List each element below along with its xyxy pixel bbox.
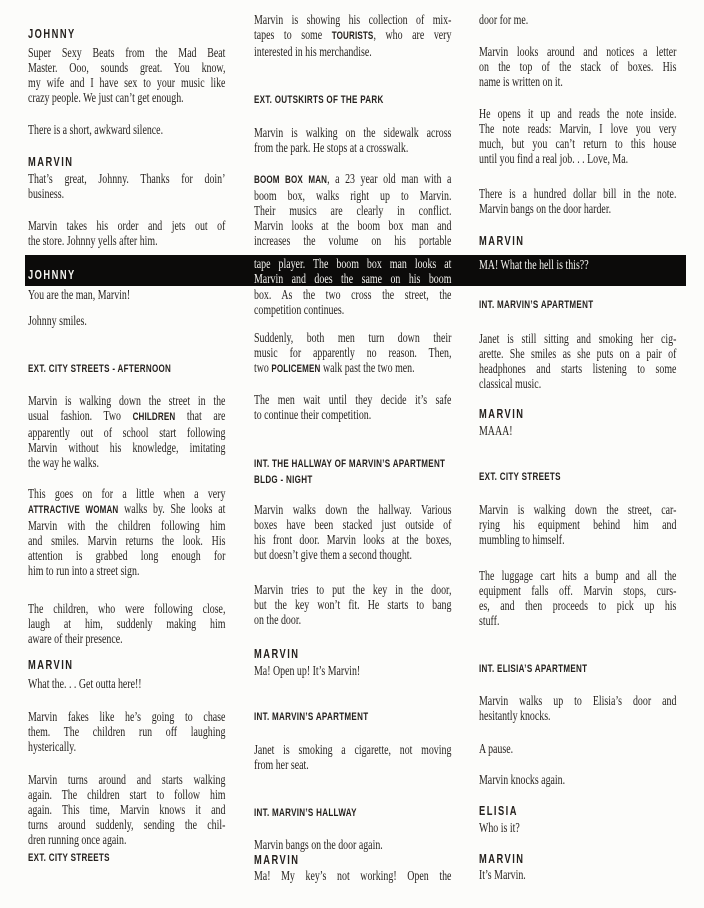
text-line: from the park. He stops at a crosswalk. — [254, 140, 409, 155]
character-name — [28, 155, 225, 170]
character-name — [28, 268, 225, 283]
text-line: INT. MARVIN’S APARTMENT — [254, 711, 369, 723]
scene-heading — [28, 362, 225, 378]
scene-heading — [479, 298, 676, 314]
text-line: his front door. Marvin looks at the boxes, — [254, 532, 452, 547]
character-name — [479, 852, 676, 867]
text-line: on the door. — [254, 612, 302, 627]
text-line: arette. She smiles as she puts on a pair of — [479, 346, 677, 361]
text-line: Janet is smoking a cigarette, not moving — [254, 742, 452, 757]
text-line: and smiles. Marvin returns the look. His — [28, 533, 226, 548]
text-line: the way he walks. — [28, 455, 99, 470]
text-line: Super Sexy Beats from the Mad Beat — [28, 45, 226, 60]
text-line: Marvin walks down the hallway. Various — [254, 502, 452, 517]
text-line: again. This time, Marvin knows it and — [28, 802, 226, 817]
text-line: my wife and I have sex to your music like — [28, 75, 226, 90]
text-line: INT. MARVIN’S APARTMENT — [479, 299, 594, 311]
scene-heading — [479, 662, 676, 678]
action-text — [479, 741, 676, 756]
text-line: There is a hundred dollar bill in the note. — [479, 186, 677, 201]
text-line: The luggage cart hits a bump and all the — [479, 568, 677, 583]
text-line: He opens it up and reads the note inside. — [479, 106, 677, 121]
action-text — [254, 12, 451, 59]
text-line: door for me. — [479, 12, 529, 27]
action-text — [254, 502, 451, 562]
text-line: EXT. CITY STREETS - AFTERNOON — [28, 363, 172, 375]
dialogue-text — [479, 820, 676, 835]
action-text — [254, 742, 451, 772]
action-text — [28, 122, 225, 137]
text-line: MAAA! — [479, 423, 513, 438]
action-text — [28, 772, 225, 847]
text-line: dren running once again. — [28, 832, 127, 847]
text-line: box. As the two cross the street, the — [254, 287, 452, 302]
scene-heading — [254, 93, 451, 109]
text-line: INT. ELISIA’S APARTMENT — [479, 663, 588, 675]
text-line: Ma! My key’s not working! Open the — [254, 868, 452, 883]
text-line: ATTRACTIVE WOMAN walks by. She looks at — [28, 501, 226, 516]
text-line: hysterically. — [28, 739, 77, 754]
action-text — [479, 44, 676, 89]
text-line: stuff. — [479, 613, 500, 628]
text-line: laugh at him, suddenly making him — [28, 616, 226, 631]
text-line: MARVIN — [28, 658, 74, 672]
text-line: mumbling to himself. — [479, 532, 565, 547]
text-line: What the. . . Get outta here!! — [28, 676, 142, 691]
text-line: Marvin tries to put the key in the door, — [254, 582, 452, 597]
character-name — [254, 647, 451, 662]
text-line: Marvin turns around and starts walking — [28, 772, 226, 787]
action-text — [254, 330, 451, 377]
text-line: EXT. OUTSKIRTS OF THE PARK — [254, 94, 384, 106]
action-text — [28, 313, 225, 328]
text-line: aware of their presence. — [28, 631, 123, 646]
dialogue-text — [479, 12, 676, 27]
action-text — [254, 171, 451, 248]
action-text — [479, 568, 676, 628]
text-line: attention is grabbed long enough for — [28, 548, 226, 563]
text-line: EXT. CITY STREETS — [28, 852, 110, 864]
text-line: INT. MARVIN’S HALLWAY — [254, 807, 357, 819]
text-line: until you find a real job. . . Love, Ma. — [479, 151, 629, 166]
action-text — [479, 106, 676, 166]
action-text — [479, 502, 676, 547]
text-line: Marvin looks at the boom box man and — [254, 218, 452, 233]
dialogue-text — [28, 45, 225, 105]
text-line: competition continues. — [254, 302, 345, 317]
scene-heading — [479, 470, 676, 486]
text-line: again. The children start to follow him — [28, 787, 226, 802]
text-line: but the key won’t fit. He starts to bang — [254, 597, 452, 612]
action-text — [28, 709, 225, 754]
text-line: Marvin walks up to Elisia’s door and — [479, 693, 677, 708]
dialogue-text — [28, 171, 225, 201]
text-line: INT. THE HALLWAY OF MARVIN’S APARTMENT — [254, 458, 446, 470]
text-line: usual fashion. Two CHILDREN that are — [28, 408, 226, 423]
text-line: turns around suddenly, sending the chil- — [28, 817, 226, 832]
character-intro-caps: TOURISTS — [331, 30, 374, 42]
text-line: apparently out of school start following — [28, 425, 226, 440]
action-text — [479, 186, 676, 216]
text-line: A pause. — [479, 741, 514, 756]
dialogue-text — [479, 423, 676, 438]
character-name — [479, 234, 676, 249]
text-line: MARVIN — [254, 853, 300, 867]
action-text — [28, 218, 225, 248]
scene-heading — [28, 851, 225, 867]
text-line: BLDG - NIGHT — [254, 473, 313, 486]
text-line: boom box, walks right up to Marvin. — [254, 188, 452, 203]
action-text — [254, 125, 451, 155]
character-name — [479, 407, 676, 422]
text-line: equipment falls off. Marvin stops, curs- — [479, 583, 677, 598]
text-line: much, but you can’t return to this house — [479, 136, 677, 151]
text-line: headphones and starts listening to some — [479, 361, 677, 376]
text-line: from her seat. — [254, 757, 309, 772]
text-line: Marvin is walking down the street in the — [28, 393, 226, 408]
action-text — [254, 287, 451, 317]
text-line: Their musics are clearly in conflict. — [254, 203, 452, 218]
text-line: interested in his merchandise. — [254, 44, 372, 59]
text-line: increases the volume on his portable — [254, 233, 452, 248]
text-line: Marvin takes his order and jets out of — [28, 218, 226, 233]
character-intro-caps: BOOM BOX MAN — [254, 174, 328, 186]
text-line: ELISIA — [479, 804, 518, 818]
text-line: but doesn’t give them a second thought. — [254, 547, 413, 562]
dialogue-text — [479, 867, 676, 882]
text-line: the store. Johnny yells after him. — [28, 233, 158, 248]
text-line: MA! What the hell is this?? — [479, 257, 589, 272]
text-line: Marvin knocks again. — [479, 772, 566, 787]
text-line: rying his equipment behind him and — [479, 517, 677, 532]
text-line: Suddenly, both men turn down their — [254, 330, 452, 345]
text-line: MARVIN — [479, 407, 525, 421]
character-name — [479, 804, 676, 819]
text-line: This goes on for a little when a very — [28, 486, 226, 501]
scene-heading — [254, 806, 451, 822]
text-line: Marvin and does the same on his boom — [254, 271, 452, 286]
text-line: business. — [28, 186, 65, 201]
character-name — [28, 658, 225, 673]
text-line: JOHNNY — [28, 27, 76, 41]
text-line: him to run into a street sign. — [28, 563, 140, 578]
action-text — [254, 582, 451, 627]
dialogue-text — [254, 868, 451, 883]
text-line: MARVIN — [479, 852, 525, 866]
text-line: crazy people. We just can’t get enough. — [28, 90, 184, 105]
text-line: Johnny smiles. — [28, 313, 87, 328]
text-line: The children, who were following close, — [28, 601, 226, 616]
text-line: MARVIN — [254, 647, 300, 661]
text-line: Marvin bangs on the door again. — [254, 837, 383, 852]
text-line: JOHNNY — [28, 268, 76, 282]
text-line: You are the man, Marvin! — [28, 287, 131, 302]
character-intro-caps: CHILDREN — [132, 411, 176, 423]
action-text — [28, 601, 225, 646]
text-line: on the top of the stack of boxes. His — [479, 59, 677, 74]
action-text — [254, 392, 451, 422]
dialogue-text — [28, 287, 225, 302]
character-intro-caps: ATTRACTIVE WOMAN — [28, 504, 119, 516]
text-line: Master. Ooo, sounds great. You know, — [28, 60, 226, 75]
scene-heading — [254, 710, 451, 726]
text-line: Marvin bangs on the door harder. — [479, 201, 612, 216]
character-name — [28, 27, 225, 42]
text-line: EXT. CITY STREETS — [479, 471, 561, 483]
text-line: The men wait until they decide it’s safe — [254, 392, 452, 407]
text-line: boxes have been stacked just outside of — [254, 517, 452, 532]
text-line: Janet is still sitting and smoking her cig- — [479, 331, 677, 346]
text-line: to continue their competition. — [254, 407, 372, 422]
text-line: Marvin is walking down the street, car- — [479, 502, 677, 517]
text-line: That’s great, Johnny. Thanks for doin’ — [28, 171, 226, 186]
text-line: Who is it? — [479, 820, 520, 835]
action-text — [479, 772, 676, 787]
text-line: Marvin looks around and notices a letter — [479, 44, 677, 59]
action-text — [28, 486, 225, 578]
text-line: Marvin is showing his collection of mix- — [254, 12, 452, 27]
text-line: MARVIN — [479, 234, 525, 248]
dialogue-text — [28, 676, 225, 691]
text-line: Ma! Open up! It’s Marvin! — [254, 663, 361, 678]
dialogue-text — [479, 257, 676, 272]
text-line: music for apparently no reason. Then, — [254, 345, 452, 360]
text-line: name is written on it. — [479, 74, 563, 89]
text-line: es, and then proceeds to pick up his — [479, 598, 677, 613]
dialogue-text — [254, 663, 451, 678]
text-line: Marvin without his knowledge, imitating — [28, 440, 226, 455]
text-line: them. The children run off laughing — [28, 724, 226, 739]
text-line: MARVIN — [28, 155, 74, 169]
text-line: tapes to some TOURISTS, who are very — [254, 27, 452, 42]
text-line: BOOM BOX MAN, a 23 year old man with a — [254, 171, 452, 186]
action-text — [28, 393, 225, 470]
text-line: Marvin fakes like he’s going to chase — [28, 709, 226, 724]
text-line: The note reads: Marvin, I love you very — [479, 121, 677, 136]
text-line: two POLICEMEN walk past the two men. — [254, 360, 415, 375]
action-text — [479, 331, 676, 391]
character-name — [254, 853, 451, 868]
text-line: Marvin with the children following him — [28, 518, 226, 533]
character-intro-caps: POLICEMEN — [271, 363, 321, 375]
text-line: It’s Marvin. — [479, 867, 526, 882]
scene-heading — [254, 457, 451, 488]
text-line: tape player. The boom box man looks at — [254, 256, 452, 271]
action-text — [254, 837, 451, 852]
action-text — [479, 693, 676, 723]
text-line: hesitantly knocks. — [479, 708, 551, 723]
text-line: Marvin is walking on the sidewalk across — [254, 125, 452, 140]
action-text — [254, 256, 451, 286]
text-line: classical music. — [479, 376, 542, 391]
text-line: There is a short, awkward silence. — [28, 122, 164, 137]
